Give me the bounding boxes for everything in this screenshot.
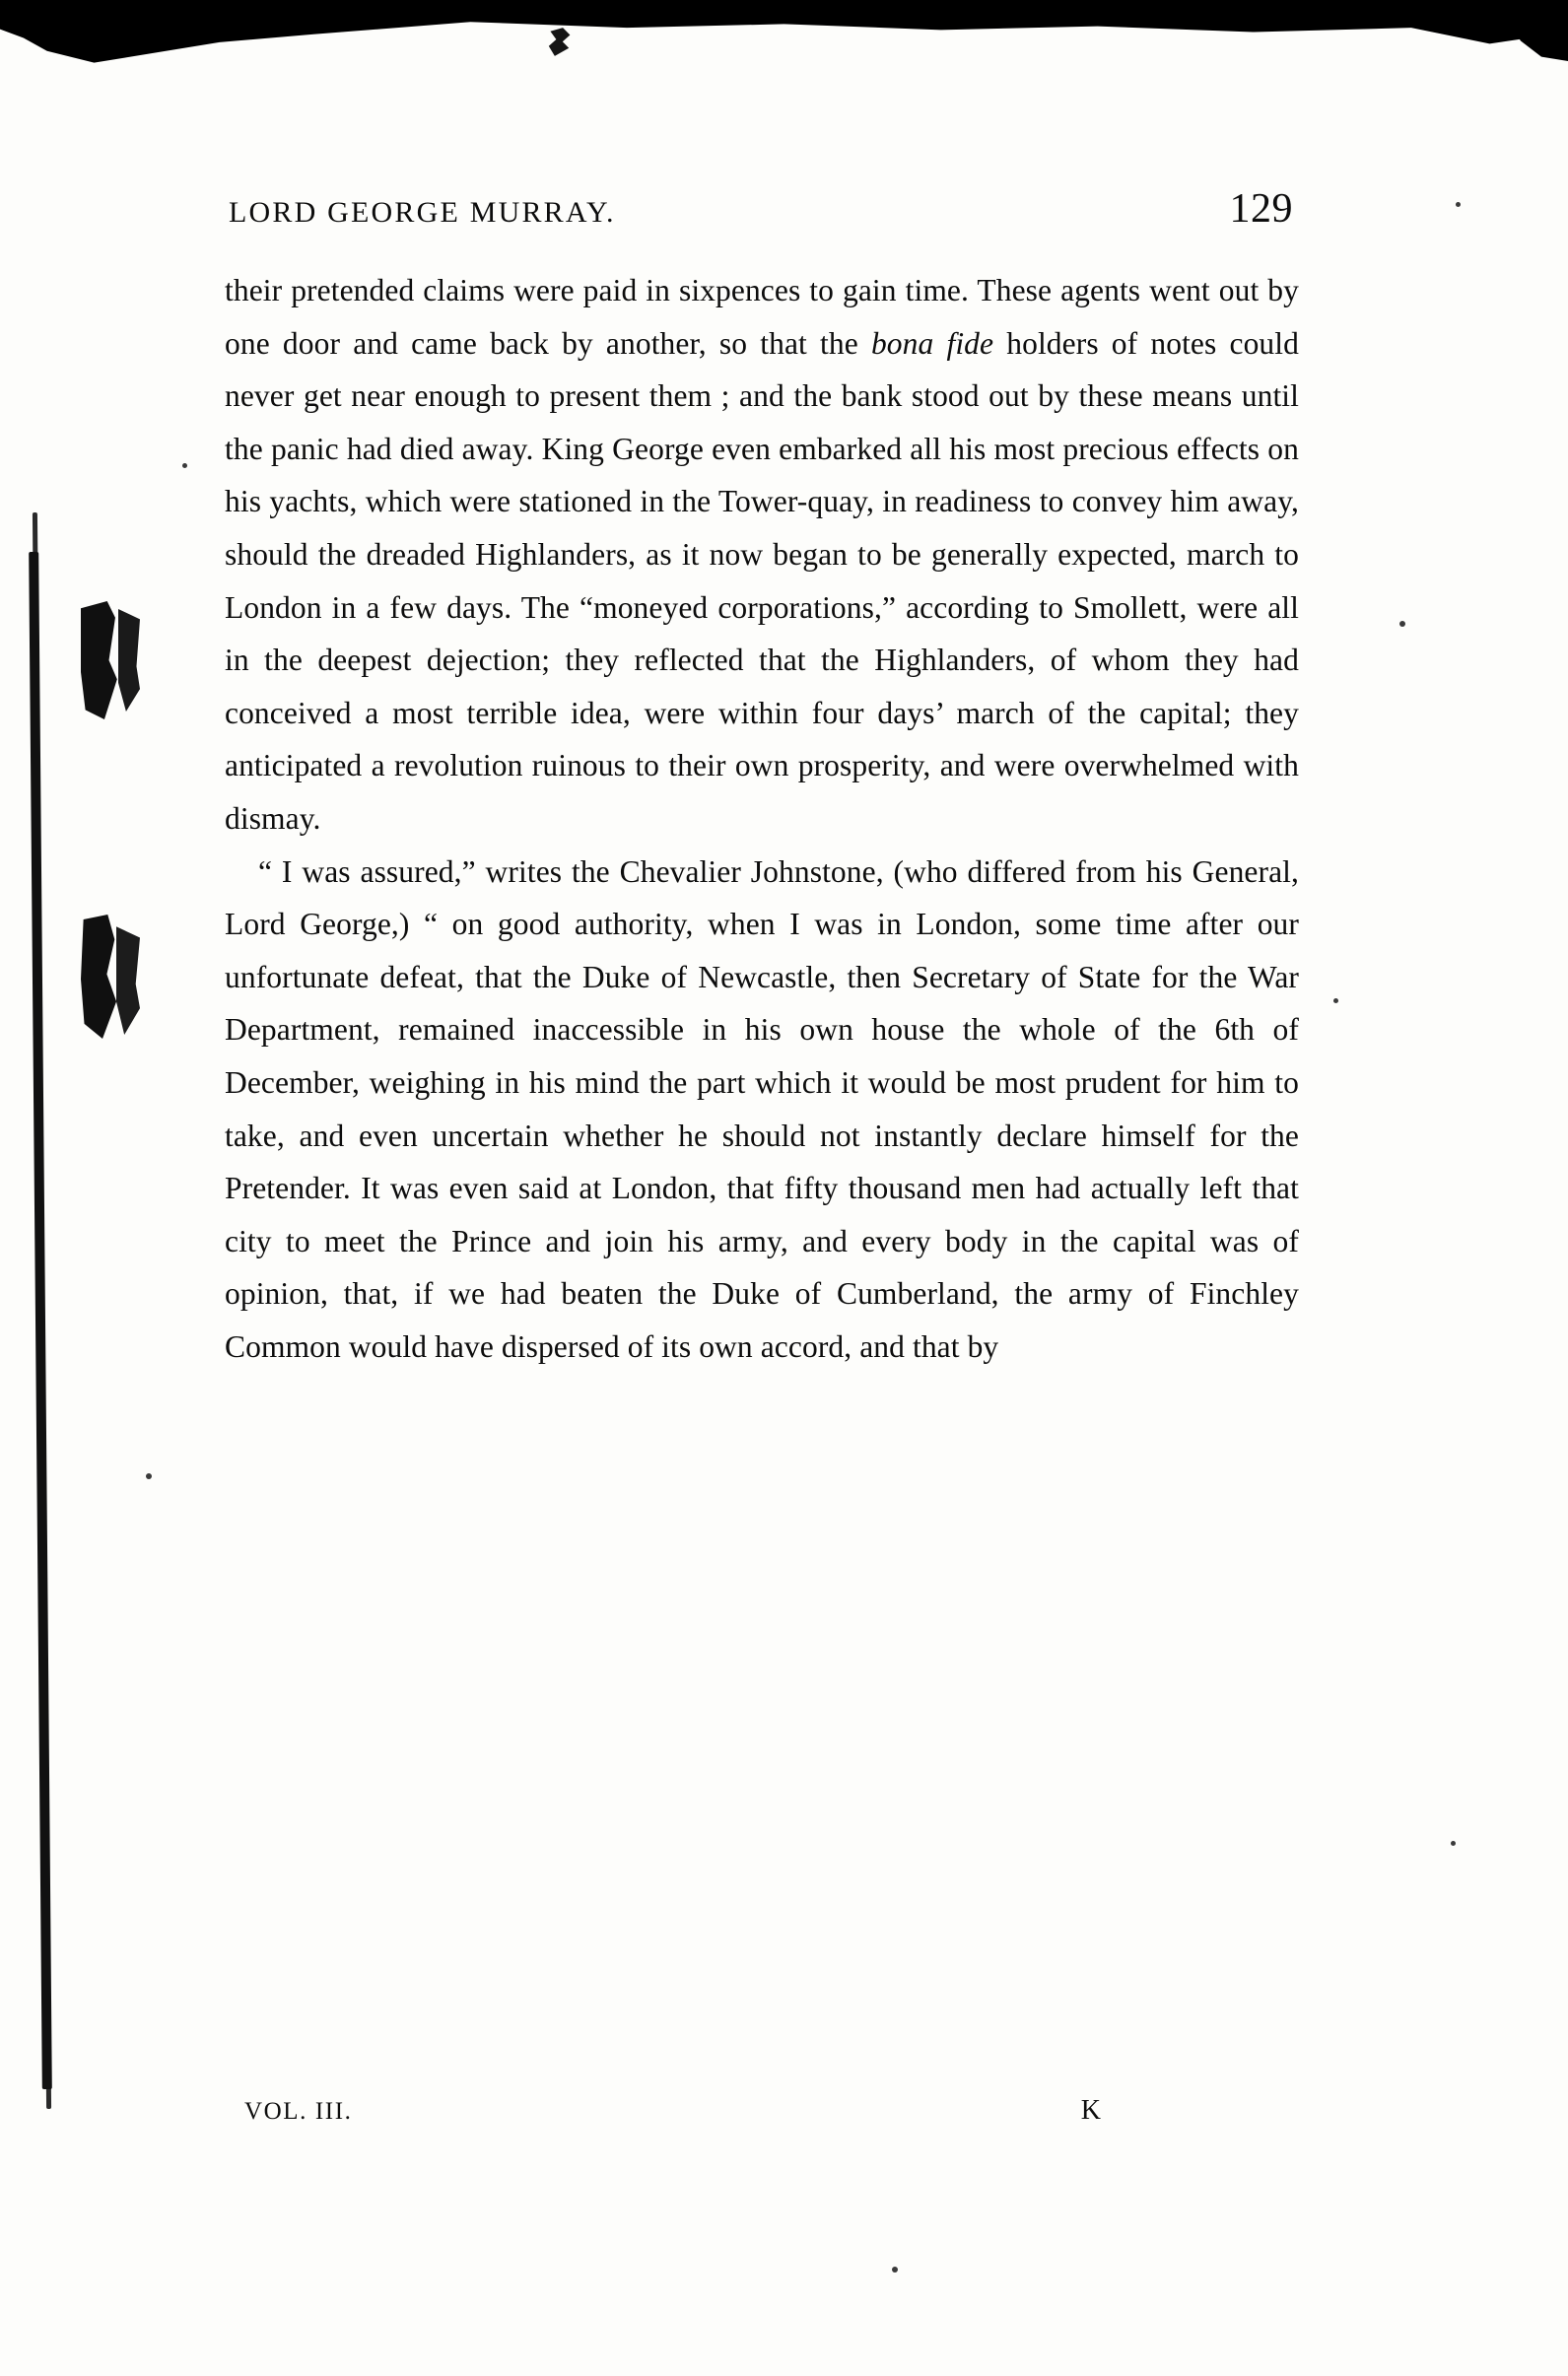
page-footer (244, 2095, 1230, 2127)
text-run: “ I was assured,” writes the Chevalier Johnstone, (who differed from his General, Lord George,) “ on good authority, when I was in London, some time after our unfortunate defeat, that the Duke of Newcastle, then Secretary of State for the War Department, remained inaccessible in his own house the whole of the 6th of December, weighing in his mind the part which it would be most prudent for him to take, and even uncertain whether he should not instantly declare himself for the Pretender. It was even said at London, that fifty thousand men had actually left that city to meet the Prince and join his army, and every body in the capital was of opinion, that, if we had beaten the Duke of Cumberland, the army of Finchley Common would have dispersed of its own accord, and that by (225, 853, 1299, 1364)
running-title: LORD GEORGE MURRAY. (229, 196, 616, 229)
paragraph (225, 846, 1299, 1374)
paragraph (225, 264, 1299, 846)
page-number: 129 (1229, 186, 1293, 232)
italic-phrase: bona fide (870, 325, 994, 361)
page-header (229, 185, 1293, 233)
body-text-column (225, 264, 1299, 1373)
signature-mark: K (1080, 2095, 1102, 2126)
volume-mark: VOL. III. (244, 2098, 353, 2125)
text-run: their pretended claims were paid in sixpences to gain time. These agents went out by one door and came back by another, so that the (225, 273, 1299, 361)
text-run: holders of notes could never get near enough to present them ; and the bank stood out by these means until the panic had died away. King George even embarked all his most precious effects on his yachts, which were stationed in the Tower-quay, in readiness to convey him away, should the dreaded Highlanders, as it now began to be generally expected, march to London in a few days. The “moneyed corporations,” according to Smollett, were all in the deepest dejection; they reflected that the Highlanders, of whom they had conceived a most terrible idea, were within four days’ march of the capital; they anticipated a revolution ruinous to their own prosperity, and were overwhelmed with dismay. (225, 325, 1299, 836)
